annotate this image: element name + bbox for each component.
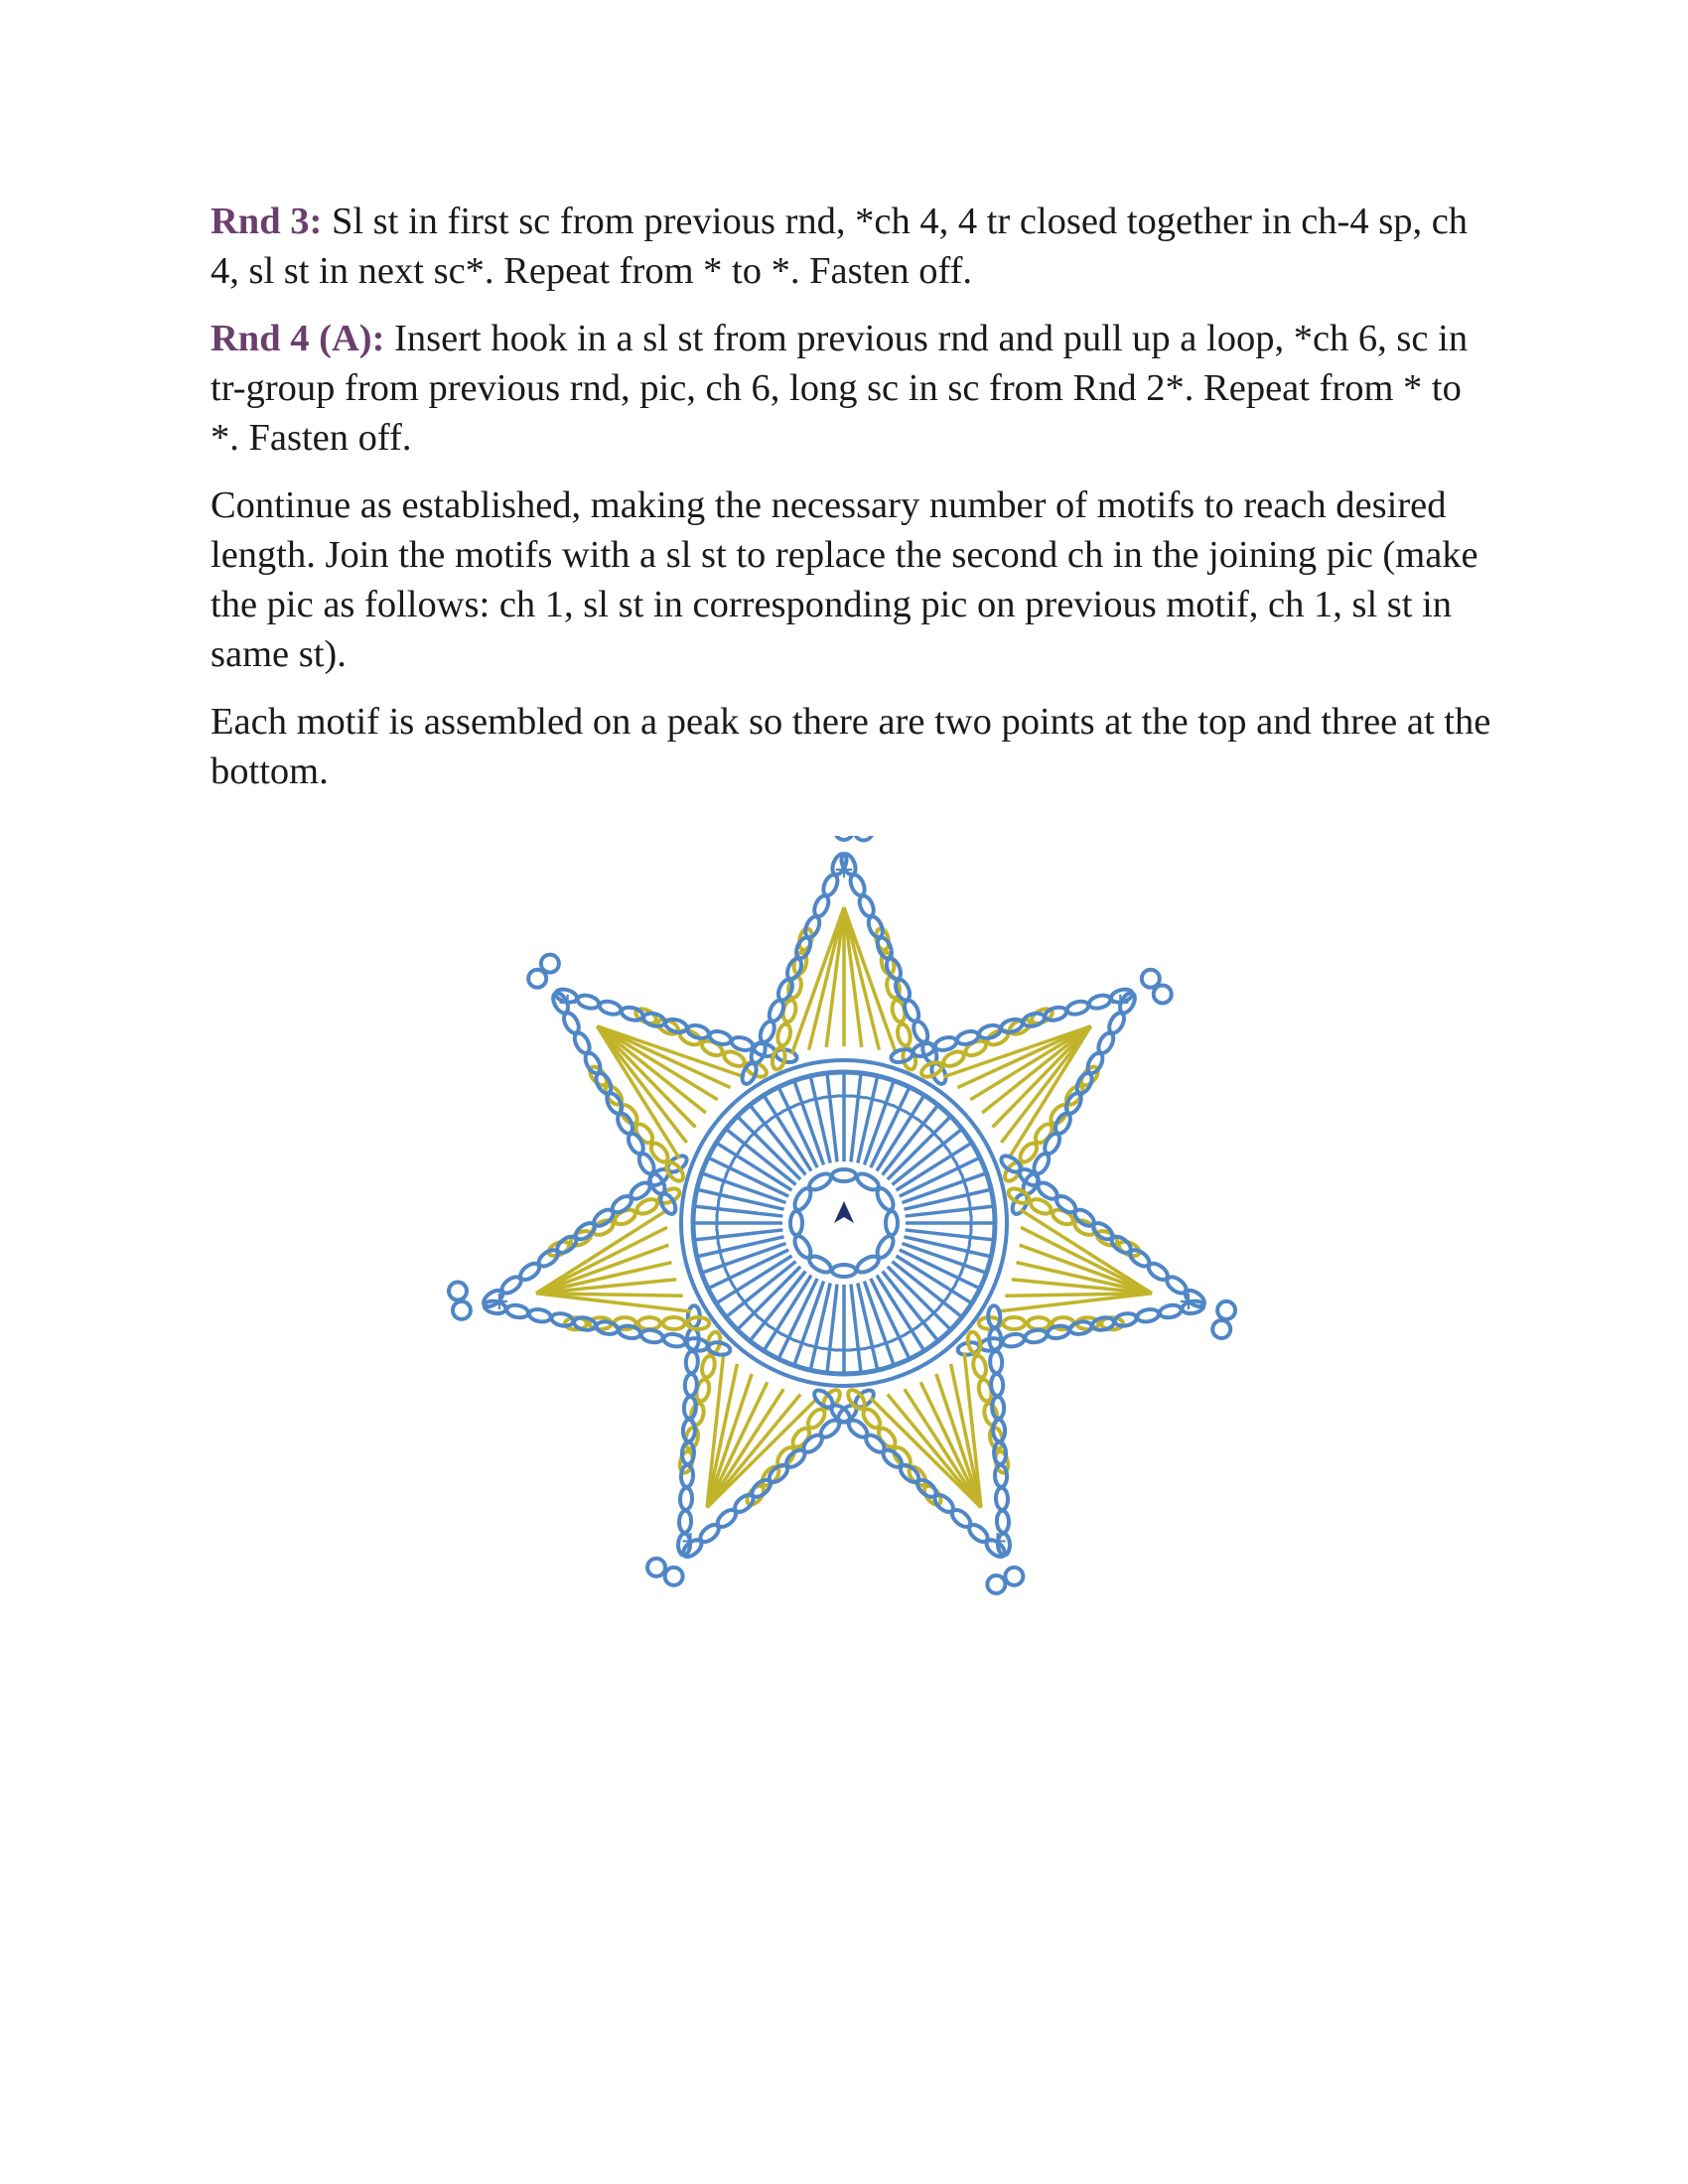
petal-tr-stitch: [809, 907, 844, 1050]
stitch-crossbar: [808, 1345, 823, 1349]
crochet-motif-diagram: [427, 836, 1261, 1640]
picot-loop: [541, 955, 559, 973]
petal-chain-blue: [685, 1351, 698, 1373]
petal-chain-blue: [730, 1035, 754, 1052]
petal-chain-yellow: [663, 1317, 685, 1329]
picot-loop: [647, 1559, 665, 1576]
paragraph-assembly: [211, 697, 1491, 796]
stitch-crossbar: [719, 1244, 722, 1259]
stitch-crossbar: [851, 1348, 866, 1349]
sc-mark: +: [1178, 1287, 1199, 1317]
picot-loop: [835, 836, 853, 840]
petal-chain-yellow: [775, 1023, 792, 1046]
center-chain-ring: [874, 1186, 896, 1213]
paragraph-continue: [211, 480, 1491, 679]
paragraph-rnd-4: [211, 314, 1491, 463]
stitch-crossbar: [822, 1348, 837, 1350]
petal-chain-blue: [576, 993, 600, 1010]
petal-chain-blue: [598, 999, 622, 1016]
crochet-star-chart: [449, 836, 1235, 1593]
petal-chain-blue: [991, 1374, 1004, 1396]
assembly-text: Each motif is assembled on a peak so there are two points at the top and three at the bottom.: [211, 701, 1491, 792]
petal-chain-blue: [1136, 1307, 1160, 1323]
petal-chain-blue: [1087, 993, 1111, 1010]
petal-chain-blue: [686, 1024, 710, 1040]
petal-chain-blue: [933, 1035, 957, 1052]
picot-loop: [665, 1568, 683, 1585]
stitch-crossbar: [822, 1096, 837, 1097]
petal-chain-blue: [528, 1307, 552, 1323]
petal-chain-yellow: [638, 1317, 660, 1329]
sc-mark: +: [833, 855, 855, 885]
petal-chain-blue: [1065, 999, 1089, 1016]
center-chain-ring: [855, 1253, 882, 1275]
center-chain-ring: [790, 1211, 802, 1235]
petal-chain-blue: [978, 1024, 1002, 1040]
stitch-crossbar: [718, 1187, 722, 1202]
center-chain-ring: [807, 1170, 834, 1192]
petal-chain-blue: [995, 1465, 1008, 1487]
center-chain-ring: [886, 1211, 898, 1235]
pattern-instructions: [211, 197, 1491, 814]
petal-chain-blue: [684, 1374, 697, 1396]
center-chain-ring: [791, 1234, 813, 1261]
stitch-crossbar: [717, 1230, 718, 1245]
petal-chain-blue: [955, 1029, 979, 1046]
picot-loop: [1154, 985, 1172, 1003]
petal-chain-yellow: [1003, 1317, 1025, 1329]
sc-mark: +: [679, 1526, 702, 1557]
petal-chain-yellow: [700, 1354, 717, 1378]
start-marker-icon: [834, 1201, 854, 1223]
petal-chain-blue: [708, 1029, 732, 1046]
stitch-crossbar: [808, 1098, 823, 1101]
petal-chain-blue: [640, 1328, 664, 1344]
picot-loop: [1217, 1301, 1235, 1319]
petal-chain-blue: [662, 1332, 686, 1348]
stitch-crossbar: [865, 1345, 880, 1348]
picot-loop: [449, 1283, 467, 1300]
center-chain-ring: [832, 1169, 856, 1181]
picot-loop: [1005, 1568, 1023, 1585]
stitch-crossbar: [717, 1201, 719, 1216]
petal-chain-yellow: [896, 1023, 913, 1046]
stitch-crossbar: [851, 1096, 866, 1098]
petal-chain-blue: [680, 1488, 693, 1510]
continue-text: Continue as established, making the necessary number of motifs to reach desired length. Join the motifs with a sl st to replace the second ch in the joining pic (make the pic as follows: ch 1, sl st in corresponding pic on previous motif, ch 1, sl st in same st).: [211, 484, 1478, 675]
petal-chain-blue: [990, 1351, 1003, 1373]
petal-chain-yellow: [971, 1354, 988, 1378]
rnd-4-text: Insert hook in a sl st from previous rnd and pull up a loop, *ch 6, sc in tr-group from previous rnd, pic, ch 6, long sc in sc from Rnd 2*. Repeat from * to *. Fasten off.: [211, 318, 1469, 459]
stitch-crossbar: [966, 1244, 970, 1259]
center-chain-ring: [832, 1265, 856, 1277]
rnd-3-text: Sl st in first sc from previous rnd, *ch 4, 4 tr closed together in ch-4 sp, ch 4, sl st in next sc*. Repeat from * to *. Fasten off.: [211, 201, 1469, 292]
picot-loop: [453, 1301, 471, 1319]
stitch-crossbar: [966, 1187, 969, 1202]
rnd-3-label: Rnd 3:: [211, 201, 323, 242]
sc-mark: +: [986, 1526, 1009, 1557]
petal-chain-blue: [996, 1488, 1009, 1510]
sc-mark: +: [1109, 988, 1132, 1019]
picot-loop: [855, 836, 873, 840]
stitch-crossbar: [969, 1230, 971, 1245]
sc-mark: +: [489, 1287, 510, 1317]
petal-chain-blue: [1024, 1328, 1048, 1344]
picot-loop: [1212, 1320, 1230, 1338]
sc-mark: +: [556, 988, 579, 1019]
picot-loop: [987, 1575, 1005, 1593]
rnd-4-label: Rnd 4 (A):: [211, 318, 385, 359]
petal-chain-yellow: [1028, 1317, 1050, 1329]
petal-chain-blue: [1002, 1332, 1026, 1348]
petal-chain-blue: [681, 1465, 694, 1487]
paragraph-rnd-3: [211, 197, 1491, 296]
petal-tr-stitch: [844, 907, 879, 1050]
stitch-crossbar: [865, 1097, 880, 1101]
stitch-crossbar: [969, 1201, 970, 1216]
